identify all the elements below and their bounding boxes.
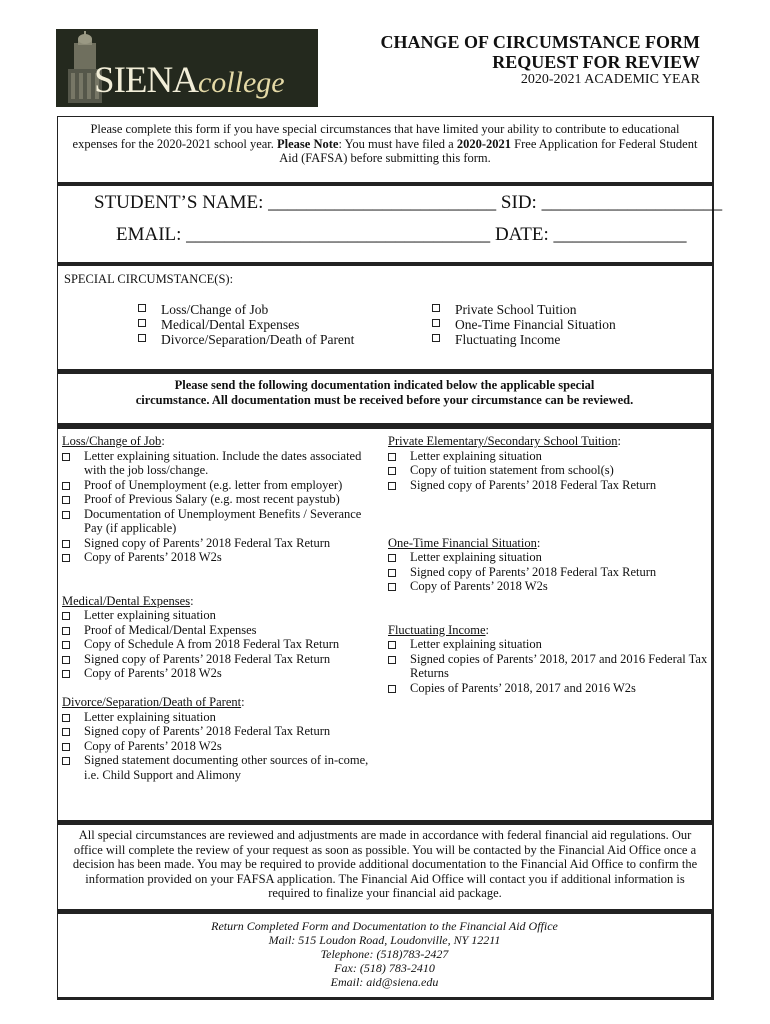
intro-text-1: Please complete this form if you have special circumstances that have limited your ability to contribute to educational expenses for the 2020-2021 school year. [72, 122, 680, 151]
doc-item-label: Copy of tuition statement from school(s) [410, 463, 614, 477]
docs-group-medical [62, 594, 382, 681]
circumstances-right-column [432, 302, 616, 347]
checkbox-icon[interactable] [62, 757, 70, 765]
doc-item-label: Proof of Unemployment (e.g. letter from employer) [84, 477, 343, 492]
docs-group-title-suffix: : [241, 695, 245, 709]
checkbox-icon[interactable] [138, 319, 146, 327]
docs-group-title-text: Divorce/Separation/Death of Parent [62, 695, 242, 709]
doc-item[interactable] [388, 637, 708, 652]
email-row [116, 224, 687, 246]
doc-item-label: Copy of Parents’ 2018 W2s [84, 550, 222, 564]
doc-item[interactable] [388, 478, 708, 493]
checkbox-icon[interactable] [62, 743, 70, 751]
doc-item-label: Letter explaining situation. Include the dates associated with the job loss/change. [84, 448, 362, 477]
doc-item[interactable] [62, 536, 382, 551]
checkbox-icon[interactable] [432, 304, 440, 312]
checkbox-icon[interactable] [62, 540, 70, 548]
checkbox-icon[interactable] [138, 304, 146, 312]
checkbox-icon[interactable] [62, 496, 70, 504]
doc-item[interactable] [62, 623, 382, 638]
docs-group-title-text: Loss/Change of Job [62, 434, 162, 448]
checkbox-icon[interactable] [388, 453, 396, 461]
doc-item-label: Copy of Parents’ 2018 W2s [84, 738, 222, 753]
circumstance-option[interactable] [138, 332, 354, 347]
spacer [388, 594, 708, 609]
doc-item[interactable] [62, 449, 382, 478]
form-title [381, 32, 701, 72]
notice-line1: Please send the following documentation indicated below the applicable special [174, 378, 595, 392]
doc-item[interactable] [62, 710, 382, 725]
doc-item-label: Signed copies of Parents’ 2018, 2017 and 2016 Federal Tax Returns [410, 651, 708, 680]
special-circumstances-section [57, 264, 714, 371]
doc-item-label: Signed copy of Parents’ 2018 Federal Tax Return [84, 535, 331, 550]
review-policy-text: All special circumstances are reviewed and adjustments are made in accordance with federal financial aid regulations. Our office will complete the review of your request as soon as possible. You will be contacted by the Financial Aid Office once a decision has been made. You may be required to provide additional documentation to the Financial Aid Office to confirm the information provided on your FAFSA application. The Financial Aid Office will contact you if additional information is required to finalize your financial aid package. [72, 828, 698, 900]
doc-item[interactable] [62, 739, 382, 754]
doc-item[interactable] [62, 652, 382, 667]
docs-group-title [388, 536, 708, 551]
checkbox-icon[interactable] [388, 554, 396, 562]
mail-address: Mail: 515 Loudon Road, Loudonville, NY 12211 [268, 933, 501, 947]
doc-item[interactable] [62, 637, 382, 652]
docs-group-title [62, 434, 382, 449]
email-address[interactable]: Email: aid@siena.edu [330, 975, 439, 989]
doc-item[interactable] [388, 463, 708, 478]
documentation-section [57, 426, 714, 823]
return-info-section [57, 911, 714, 1000]
doc-item-label: Letter explaining situation [410, 550, 542, 564]
circumstance-option[interactable] [432, 302, 616, 317]
docs-group-title-text: Private Elementary/Secondary School Tuition [388, 434, 618, 448]
circumstance-label: Loss/Change of Job [161, 302, 269, 317]
circumstance-label: Divorce/Separation/Death of Parent [161, 332, 355, 347]
intro-fafsa-year: 2020-2021 [456, 136, 512, 151]
student-name-field[interactable]: STUDENT’S NAME: ________________________ [94, 192, 497, 213]
circumstance-option[interactable] [138, 317, 354, 332]
special-circumstances-label: SPECIAL CIRCUMSTANCE(S): [64, 272, 234, 286]
circumstance-label: Private School Tuition [455, 302, 577, 317]
docs-group-title-text: Fluctuating Income [388, 622, 486, 637]
doc-item-label: Copy of Parents’ 2018 W2s [84, 666, 222, 680]
docs-group-loss-job [62, 434, 382, 565]
checkbox-icon[interactable] [432, 334, 440, 342]
docs-group-title-text: One-Time Financial Situation [388, 535, 537, 550]
form-title-line1: CHANGE OF CIRCUMSTANCE FORM [380, 32, 700, 52]
academic-year: 2020-2021 ACADEMIC YEAR [520, 72, 700, 87]
doc-item-label: Proof of Previous Salary (e.g. most recent paystub) [84, 492, 340, 506]
doc-item-label: Letter explaining situation [84, 608, 216, 622]
return-instructions: Return Completed Form and Documentation to the Financial Aid Office [211, 919, 558, 933]
doc-item-label: Copy of Schedule A from 2018 Federal Tax Return [84, 637, 340, 651]
checkbox-icon[interactable] [138, 334, 146, 342]
siena-college-logo [56, 29, 318, 107]
spacer [388, 492, 708, 507]
doc-item[interactable] [388, 550, 708, 565]
spacer [388, 608, 708, 623]
circumstance-label: Fluctuating Income [455, 332, 561, 347]
doc-item[interactable] [388, 681, 708, 696]
doc-item-label: Signed copy of Parents’ 2018 Federal Tax Return [84, 724, 331, 738]
checkbox-icon[interactable] [62, 728, 70, 736]
checkbox-icon[interactable] [388, 467, 396, 475]
spacer [388, 507, 708, 522]
checkbox-icon[interactable] [388, 569, 396, 577]
form-title-line2: REQUEST FOR REVIEW [492, 52, 700, 72]
checkbox-icon[interactable] [388, 583, 396, 591]
sid-field[interactable]: SID: ___________________ [500, 192, 723, 213]
doc-item[interactable] [62, 753, 382, 782]
checkbox-icon[interactable] [388, 656, 396, 664]
doc-item-label: Letter explaining situation [84, 709, 216, 724]
docs-group-title [62, 695, 382, 710]
doc-item-label: Signed copy of Parents’ 2018 Federal Tax Return [84, 651, 331, 666]
circumstance-label: Medical/Dental Expenses [161, 317, 300, 332]
docs-group-one-time [388, 536, 708, 594]
doc-item-label: Documentation of Unemployment Benefits / Severance Pay (if applicable) [84, 506, 362, 535]
doc-item[interactable] [62, 507, 382, 536]
spacer [62, 681, 382, 696]
telephone: Telephone: (518)783-2427 [320, 947, 449, 961]
docs-group-fluctuating [388, 623, 708, 696]
notice-line2: circumstance. All documentation must be received before your circumstance can be reviewed. [135, 393, 634, 407]
checkbox-icon[interactable] [388, 685, 396, 693]
doc-item-label: Letter explaining situation [410, 637, 542, 651]
spacer [62, 579, 382, 594]
checkbox-icon[interactable] [62, 627, 70, 635]
doc-item[interactable] [62, 550, 382, 565]
logo-wordmark-script: college [197, 66, 285, 99]
doc-item[interactable] [388, 449, 708, 464]
checkbox-icon[interactable] [62, 714, 70, 722]
doc-item-label: Letter explaining situation [410, 448, 542, 463]
doc-item-label: Signed statement documenting other sources of in-come, i.e. Child Support and Alimony [84, 753, 369, 782]
return-info-text [58, 914, 711, 989]
spacer [388, 521, 708, 536]
checkbox-icon[interactable] [388, 482, 396, 490]
circumstance-label: One-Time Financial Situation [455, 317, 616, 332]
intro-text-3: Free Application for Federal Student Aid (FAFSA) before submitting this form. [279, 136, 698, 165]
docs-group-divorce [62, 695, 382, 782]
doc-item[interactable] [388, 652, 708, 681]
doc-item[interactable] [62, 492, 382, 507]
docs-group-title-suffix: : [161, 434, 165, 448]
checkbox-icon[interactable] [62, 453, 70, 461]
date-field[interactable]: DATE: ______________ [494, 224, 687, 245]
checkbox-icon[interactable] [62, 656, 70, 664]
student-info-section [57, 184, 723, 264]
checkbox-icon[interactable] [62, 554, 70, 562]
docs-group-title-suffix: : [190, 593, 194, 608]
docs-right-column [388, 434, 708, 695]
circumstance-option[interactable] [138, 302, 354, 317]
circumstance-option[interactable] [432, 317, 616, 332]
documentation-notice [57, 371, 714, 426]
docs-group-title [388, 623, 708, 638]
doc-item[interactable] [62, 608, 382, 623]
fax: Fax: (518) 783-2410 [334, 961, 435, 975]
doc-item-label: Signed copy of Parents’ 2018 Federal Tax Return [410, 564, 657, 579]
doc-item[interactable] [62, 724, 382, 739]
docs-group-title-suffix: : [617, 434, 621, 448]
docs-group-title-text: Medical/Dental Expenses [62, 593, 191, 608]
docs-group-title [62, 594, 382, 609]
checkbox-icon[interactable] [388, 641, 396, 649]
doc-item-label: Copies of Parents’ 2018, 2017 and 2016 W2s [410, 680, 636, 695]
logo-wordmark [94, 59, 285, 102]
doc-item[interactable] [62, 666, 382, 681]
docs-group-private-school [388, 434, 708, 492]
checkbox-icon[interactable] [62, 612, 70, 620]
docs-group-title-suffix: : [536, 535, 541, 550]
checkbox-icon[interactable] [62, 511, 70, 519]
checkbox-icon[interactable] [62, 641, 70, 649]
doc-item-label: Proof of Medical/Dental Expenses [84, 622, 257, 637]
checkbox-icon[interactable] [432, 319, 440, 327]
docs-group-title [388, 434, 708, 449]
docs-left-column [62, 434, 382, 782]
circumstance-option[interactable] [432, 332, 616, 347]
review-policy-section [57, 823, 714, 911]
doc-item[interactable] [388, 565, 708, 580]
student-name-row [94, 192, 722, 214]
docs-group-title-suffix: : [485, 622, 490, 637]
email-field[interactable]: EMAIL: ________________________________ [116, 224, 491, 245]
logo-wordmark-main: SIENA [94, 60, 198, 101]
doc-item[interactable] [388, 579, 708, 594]
intro-note-label: Please Note [277, 136, 339, 151]
doc-item[interactable] [62, 478, 382, 493]
circumstances-left-column [138, 302, 354, 347]
notice-text [58, 374, 711, 408]
spacer [62, 565, 382, 580]
checkbox-icon[interactable] [62, 670, 70, 678]
checkbox-icon[interactable] [62, 482, 70, 490]
doc-item-label: Signed copy of Parents’ 2018 Federal Tax Return [410, 477, 657, 492]
intro-section [57, 116, 714, 184]
doc-item-label: Copy of Parents’ 2018 W2s [410, 579, 548, 593]
intro-text-2: : You must have filed a [338, 136, 457, 151]
intro-text [58, 117, 712, 166]
